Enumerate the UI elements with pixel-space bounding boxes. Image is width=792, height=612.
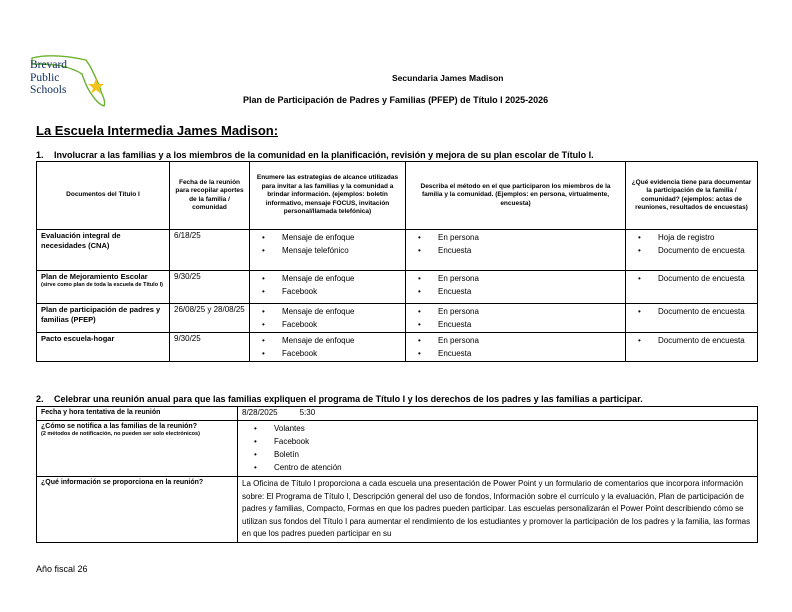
strategies-cell — [250, 304, 406, 333]
logo-line-2: Public — [30, 71, 60, 84]
header-cell: Enumere las estrategias de alcance utilizadas para invitar a las familias y la comunidad a brindar información. (ejemplos: boletín informativo, mensaje FOCUS, invitación personal/llamada telefónica) — [250, 162, 406, 230]
meeting-date-cell — [238, 407, 758, 421]
evidence-cell — [626, 271, 758, 304]
date-cell: 9/30/25 — [170, 333, 250, 362]
evidence-cell — [626, 333, 758, 362]
notify-label: ¿Cómo se notifica a las familias de la reunión? — [41, 423, 197, 430]
list-item: • Documento de encuesta — [630, 305, 753, 318]
methods-cell — [406, 304, 626, 333]
meeting-time-value: 5:30 — [299, 408, 316, 417]
logo-line-3: Schools — [30, 84, 67, 96]
list-item: • Documento de encuesta — [630, 272, 753, 285]
section-1-number: 1. — [36, 150, 44, 160]
doc-cell: Pacto escuela-hogar — [37, 333, 170, 362]
methods-cell — [406, 333, 626, 362]
meeting-date-label: Fecha y hora tentativa de la reunión — [37, 407, 238, 421]
table-row — [37, 407, 758, 421]
list-item: • Mensaje de enfoque — [254, 272, 401, 285]
list-item: • Centro de atención — [246, 461, 753, 474]
section-1-text: Involucrar a las familias y a los miembros de la comunidad en la planificación, revisión y mejora de su plan escolar de Título I. — [54, 150, 594, 160]
list-item: • Encuesta — [410, 347, 621, 360]
section-2-table — [36, 406, 758, 543]
header-cell: Describa el método en el que participaron los miembros de la familia y la comunidad. (Ejemplos: en persona, virtualmente, encuesta) — [406, 162, 626, 230]
list-item: • Mensaje de enfoque — [254, 231, 401, 244]
section-2-number: 2. — [36, 394, 44, 404]
list-item: • Mensaje de enfoque — [254, 334, 401, 347]
list-item: • En persona — [410, 305, 621, 318]
notify-list-cell — [238, 421, 758, 477]
list-item: • Encuesta — [410, 244, 621, 257]
table-header-row — [37, 162, 758, 230]
notify-label-cell — [37, 421, 238, 477]
section-2-text: Celebrar una reunión anual para que las familias expliquen el programa de Título I y los derechos de los padres y las familias a participar. — [54, 394, 643, 404]
notify-note: (2 métodos de notificación, no pueden ser solo electrónicos) — [41, 431, 200, 437]
logo-wordmark — [30, 59, 67, 97]
header-cell: Fecha de la reunión para recopilar aportes de la familia / comunidad — [170, 162, 250, 230]
plan-title: Plan de Participación de Padres y Familias (PFEP) de Título I 2025-2026 — [243, 95, 549, 105]
list-item: • Facebook — [246, 435, 753, 448]
list-item: • En persona — [410, 272, 621, 285]
methods-cell — [406, 230, 626, 271]
doc-cell: Plan de participación de padres y familias (PFEP) — [37, 304, 170, 333]
section-2-title — [36, 394, 643, 404]
school-name-header: Secundaria James Madison — [392, 73, 504, 83]
list-item: • Facebook — [254, 347, 401, 360]
methods-cell — [406, 271, 626, 304]
evidence-cell — [626, 304, 758, 333]
strategies-cell — [250, 271, 406, 304]
list-item: • Boletín — [246, 448, 753, 461]
table-row — [37, 477, 758, 543]
list-item: • Hoja de registro — [630, 231, 753, 244]
info-text: La Oficina de Título I proporciona a cada escuela una presentación de Power Point y un formulario de comentarios que incorpora información sobre: El Programa de Título I, Descripción general del uso de fondos, Información sobre el currículo y la evaluación, Plan de participación de padres y familias, Compacto, Formas en que los padres pueden participar. Las escuelas personalizarán el Power Point describiendo cómo se utilizan sus fondos del Título I para aumentar el rendimiento de los estudiantes y promover la participación de los padres y la familia, las formas en que los padres pueden participar en su — [238, 477, 758, 543]
table-row — [37, 271, 758, 304]
fiscal-year-footer: Año fiscal 26 — [36, 564, 88, 574]
brevard-logo — [28, 52, 112, 110]
section-1-title — [36, 150, 594, 160]
date-cell: 26/08/25 y 28/08/25 — [170, 304, 250, 333]
list-item: • Documento de encuesta — [630, 244, 753, 257]
list-item: • Documento de encuesta — [630, 334, 753, 347]
meeting-date-value: 8/28/2025 — [242, 408, 278, 417]
table-row — [37, 421, 758, 477]
table-row — [37, 333, 758, 362]
list-item: • Mensaje de enfoque — [254, 305, 401, 318]
list-item: • Encuesta — [410, 318, 621, 331]
list-item: • Facebook — [254, 285, 401, 298]
table-row — [37, 304, 758, 333]
strategies-cell — [250, 333, 406, 362]
date-cell: 9/30/25 — [170, 271, 250, 304]
list-item: • Mensaje telefónico — [254, 244, 401, 257]
header-cell: ¿Qué evidencia tiene para documentar la participación de la familia / comunidad? (ejemplos: actas de reuniones, resultados de encuestas) — [626, 162, 758, 230]
list-item: • Volantes — [246, 422, 753, 435]
table-row — [37, 230, 758, 271]
doc-cell: Plan de Mejoramiento Escolar (sirve como plan de toda la escuela de Título I) — [37, 271, 170, 304]
date-cell: 6/18/25 — [170, 230, 250, 271]
list-item: • En persona — [410, 334, 621, 347]
school-heading: La Escuela Intermedia James Madison: — [36, 123, 279, 138]
info-label: ¿Qué información se proporciona en la reunión? — [37, 477, 238, 543]
doc-note: (sirve como plan de toda la escuela de Título I) — [41, 281, 163, 288]
logo-line-1: Brevard — [30, 59, 68, 71]
doc-cell: Evaluación integral de necesidades (CNA) — [37, 230, 170, 271]
list-item: • Facebook — [254, 318, 401, 331]
list-item: • Encuesta — [410, 285, 621, 298]
section-1-table — [36, 161, 758, 362]
evidence-cell — [626, 230, 758, 271]
strategies-cell — [250, 230, 406, 271]
list-item: • En persona — [410, 231, 621, 244]
header-cell: Documentos del Título I — [37, 162, 170, 230]
